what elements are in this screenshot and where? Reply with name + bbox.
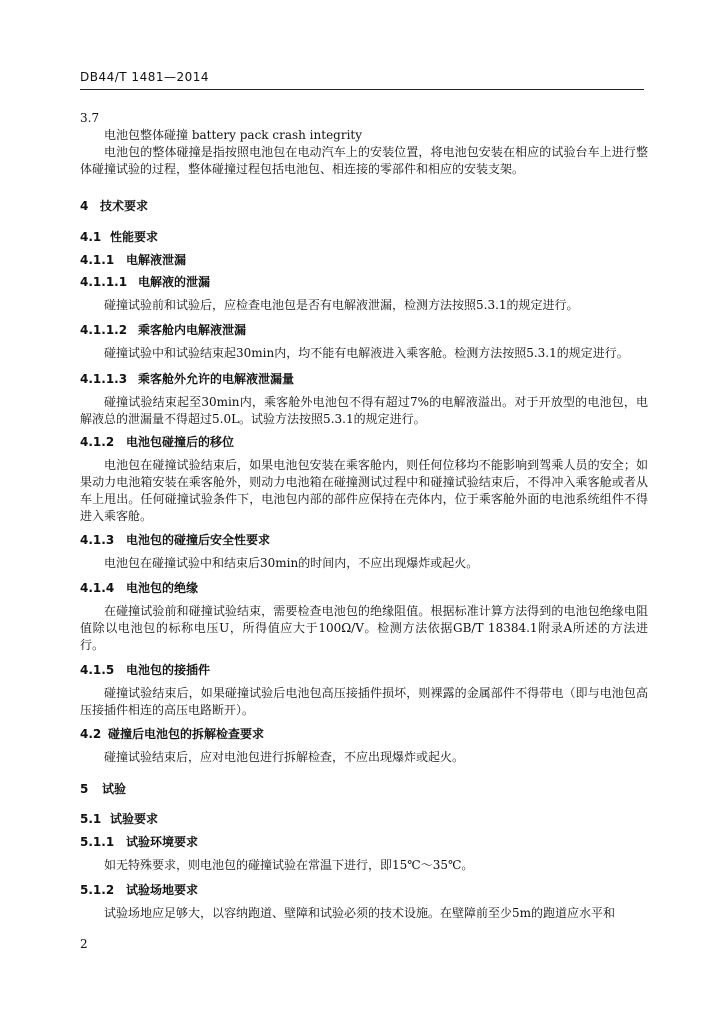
heading-title: 电池包的碰撞后安全性要求 (126, 533, 271, 547)
section-number: 3.7 (80, 111, 100, 125)
heading-title: 试验要求 (110, 812, 159, 826)
heading-title: 电池包碰撞后的移位 (126, 435, 235, 449)
heading-number: 4.1.1 (80, 253, 115, 267)
section-5-1-1 (80, 834, 648, 874)
section-4-2 (80, 726, 648, 766)
heading-title: 电解液的泄漏 (138, 275, 211, 289)
term-title: 电池包整体碰撞 battery pack crash integrity (104, 128, 363, 142)
heading-5 (80, 781, 648, 798)
paragraph: 碰撞试验结束后，如果碰撞试验后电池包高压接插件损坏，则裸露的金属部件不得带电（即与电池包高压接插件相连的高压电路断开）。 (80, 686, 648, 717)
heading-title: 电池包的绝缘 (126, 581, 199, 595)
paragraph: 电池包在碰撞试验结束后，如果电池包安装在乘客舱内，则任何位移均不能影响到驾乘人员的安全；如果动力电池箱安装在乘客舱外，则动力电池箱在碰撞测试过程中和碰撞试验结束后，不得冲入乘客舱或者从车上甩出。任何碰撞试验条件下，电池包内部的部件应保持在壳体内，位于乘客舱外面的电池系统组件不得进入乘客舱。 (80, 458, 648, 523)
heading-title: 电解液泄漏 (126, 253, 187, 267)
paragraph: 如无特殊要求，则电池包的碰撞试验在常温下进行，即15℃～35℃。 (104, 858, 474, 872)
heading-title: 碰撞后电池包的拆解检查要求 (108, 727, 265, 741)
heading-title: 试验场地要求 (126, 883, 199, 897)
paragraph: 碰撞试验中和试验结束起30min内，均不能有电解液进入乘客舱。检测方法按照5.3.1的规定进行。 (104, 346, 629, 360)
header-rule (80, 89, 644, 90)
section-4-1-4 (80, 580, 648, 654)
heading-4-1-1 (80, 252, 648, 269)
paragraph: 在碰撞试验前和碰撞试验结束，需要检查电池包的绝缘阻值。根据标准计算方法得到的电池包绝缘电阻值除以电池包的标称电压U，所得值应大于100Ω/V。检测方法依据GB/T 18384.1附录A所述的方法进行。 (80, 604, 648, 652)
page-number: 2 (80, 937, 88, 951)
standard-code: DB44/T 1481—2014 (80, 70, 210, 84)
section-3-7 (80, 110, 648, 178)
heading-number: 4 (80, 199, 89, 213)
paragraph: 碰撞试验结束起至30min内，乘客舱外电池包不得有超过7%的电解液溢出。对于开放型的电池包，电解液总的泄漏量不得超过5.0L。试验方法按照5.3.1的规定进行。 (80, 395, 648, 426)
heading-number: 4.1.4 (80, 581, 115, 595)
heading-number: 5 (80, 782, 89, 796)
paragraph: 试验场地应足够大，以容纳跑道、壁障和试验必须的技术设施。在壁障前至少5m的跑道应水平和 (104, 906, 616, 920)
heading-number: 4.2 (80, 727, 102, 741)
section-4-1-1-3 (80, 371, 648, 428)
heading-number: 5.1.2 (80, 883, 115, 897)
paragraph: 碰撞试验结束后，应对电池包进行拆解检查，不应出现爆炸或起火。 (104, 750, 465, 764)
heading-number: 4.1.3 (80, 533, 115, 547)
heading-number: 4.1.1.3 (80, 372, 128, 386)
heading-title: 电池包的接插件 (126, 663, 211, 677)
heading-number: 5.1 (80, 812, 102, 826)
section-4-1-5 (80, 662, 648, 719)
section-4-1-1-1 (80, 274, 648, 314)
heading-number: 4.1.1.1 (80, 275, 128, 289)
heading-title: 乘客舱外允许的电解液泄漏量 (138, 372, 295, 386)
heading-title: 乘客舱内电解液泄漏 (138, 323, 247, 337)
term-definition: 电池包的整体碰撞是指按照电池包在电动汽车上的安装位置，将电池包安装在相应的试验台车上进行整体碰撞试验的过程，整体碰撞过程包括电池包、相连接的零部件和相应的安装支架。 (80, 145, 648, 176)
heading-number: 4.1.5 (80, 663, 115, 677)
heading-number: 4.1.1.2 (80, 323, 128, 337)
section-4-1-1-2 (80, 322, 648, 362)
heading-4-1 (80, 229, 648, 246)
heading-title: 试验 (102, 782, 127, 796)
heading-title: 技术要求 (100, 199, 149, 213)
heading-number: 5.1.1 (80, 835, 115, 849)
heading-title: 试验环境要求 (126, 835, 199, 849)
heading-number: 4.1.2 (80, 435, 115, 449)
paragraph: 碰撞试验前和试验后，应检查电池包是否有电解液泄漏，检测方法按照5.3.1的规定进行。 (104, 298, 579, 312)
section-5-1-2 (80, 882, 648, 922)
paragraph: 电池包在碰撞试验中和结束后30min的时间内，不应出现爆炸或起火。 (104, 556, 479, 570)
heading-5-1 (80, 811, 648, 828)
heading-4 (80, 198, 648, 215)
heading-title: 性能要求 (110, 230, 159, 244)
heading-number: 4.1 (80, 230, 102, 244)
section-4-1-3 (80, 532, 648, 572)
section-4-1-2 (80, 434, 648, 525)
